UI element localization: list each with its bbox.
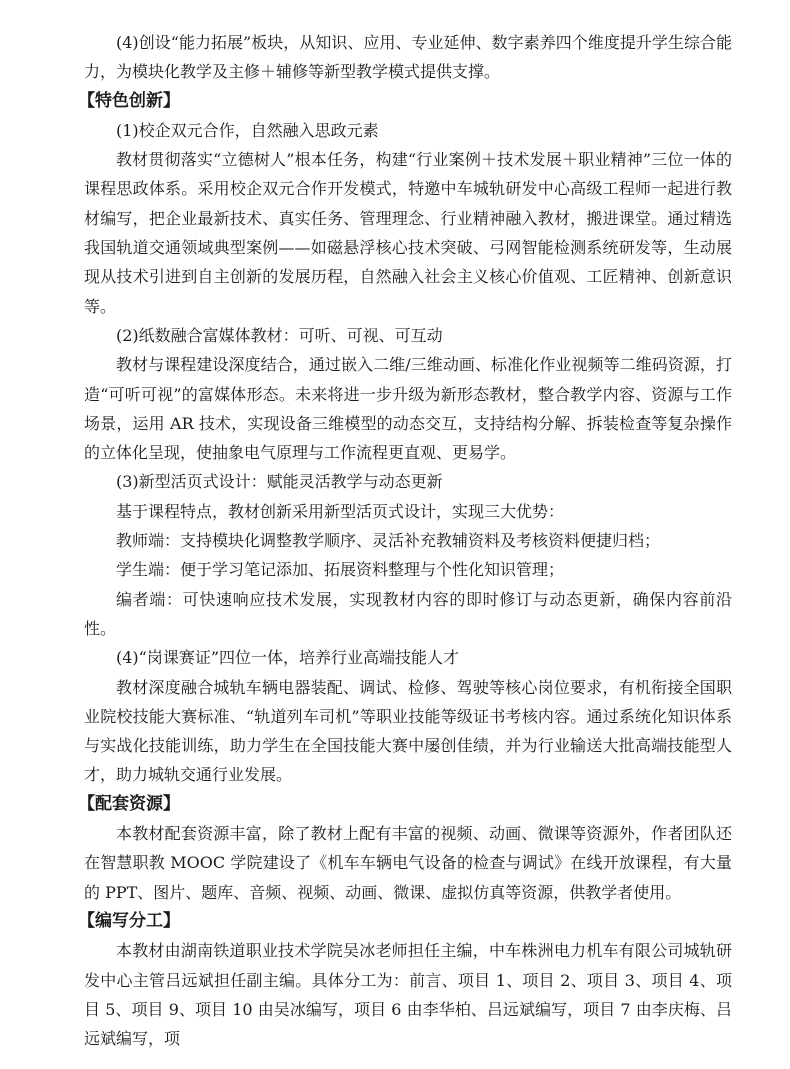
section-heading-resources: 【配套资源】 [78,793,180,814]
intro-item-4: (4)创设“能力拓展”板块，从知识、应用、专业延伸、数字素养四个维度提升学生综合能力，为模块化教学及主修＋辅修等新型教学模式提供支撑。 [84,33,732,82]
features-item-2-body: 教材与课程建设深度结合，通过嵌入二维/三维动画、标准化作业视频等二维码资源，打造“可听可视”的富媒体形态。未来将进一步升级为新形态教材，整合教学内容、资源与工作场景，运用 AR 技术，实现设备三维模型的动态交互，支持结构分解、拆装检查等复杂操作的立体化呈现，使抽象电气原理与工作流程更直观、更易学。 [84,355,732,463]
features-item-1-body: 教材贯彻落实“立德树人”根本任务，构建“行业案例＋技术发展＋职业精神”三位一体的课程思政体系。采用校企双元合作开发模式，特邀中车城轨研发中心高级工程师一起进行教材编写，把企业最新技术、真实任务、管理理念、行业精神融入教材，搬进课堂。通过精选我国轨道交通领域典型案例——如磁悬浮核心技术突破、弓网智能检测系统研发等，生动展现从技术引进到自主创新的发展历程，自然融入社会主义核心价值观、工匠精神、创新意识等。 [84,150,732,316]
features-item-3-student: 学生端：便于学习笔记添加、拓展资料整理与个性化知识管理； [116,560,565,580]
features-item-4-title: (4)“岗课赛证”四位一体，培养行业高端技能人才 [116,648,460,668]
features-item-4-body: 教材深度融合城轨车辆电器装配、调试、检修、驾驶等核心岗位要求，有机衔接全国职业院校技能大赛标准、“轨道列车司机”等职业技能等级证书考核内容。通过系统化知识体系与实战化技能训练，助力学生在全国技能大赛中屡创佳绩，并为行业输送大批高端技能型人才，助力城轨交通行业发展。 [84,677,732,785]
features-item-3-intro: 基于课程特点，教材创新采用新型活页式设计，实现三大优势： [116,501,565,521]
section-heading-authors: 【编写分工】 [78,910,180,931]
features-item-3-title: (3)新型活页式设计：赋能灵活教学与动态更新 [116,472,443,492]
features-item-2-title: (2)纸数融合富媒体教材：可听、可视、可互动 [116,325,443,345]
features-item-3-editor: 编者端：可快速响应技术发展，实现教材内容的即时修订与动态更新，确保内容前沿性。 [84,589,732,638]
resources-body: 本教材配套资源丰富，除了教材上配有丰富的视频、动画、微课等资源外，作者团队还在智慧职教 MOOC 学院建设了《机车车辆电气设备的检查与调试》在线开放课程，有大量的 PPT、图片、题库、音频、视频、动画、微课、虚拟仿真等资源，供教学者使用。 [84,824,732,902]
features-item-1-title: (1)校企双元合作，自然融入思政元素 [116,120,379,140]
section-heading-features: 【特色创新】 [78,90,180,111]
features-item-3-teacher: 教师端：支持模块化调整教学顺序、灵活补充教辅资料及考核资料便捷归档； [116,531,661,551]
authors-body: 本教材由湖南铁道职业技术学院吴冰老师担任主编，中车株洲电力机车有限公司城轨研发中心主管吕远斌担任副主编。具体分工为：前言、项目 1、项目 2、项目 3、项目 4、项目 5、项目 9、项目 10 由吴冰编写，项目 6 由李华柏、吕远斌编写，项目 7 由李庆梅、吕远斌编写，项 [84,941,732,1049]
document-page [78,28,732,1053]
